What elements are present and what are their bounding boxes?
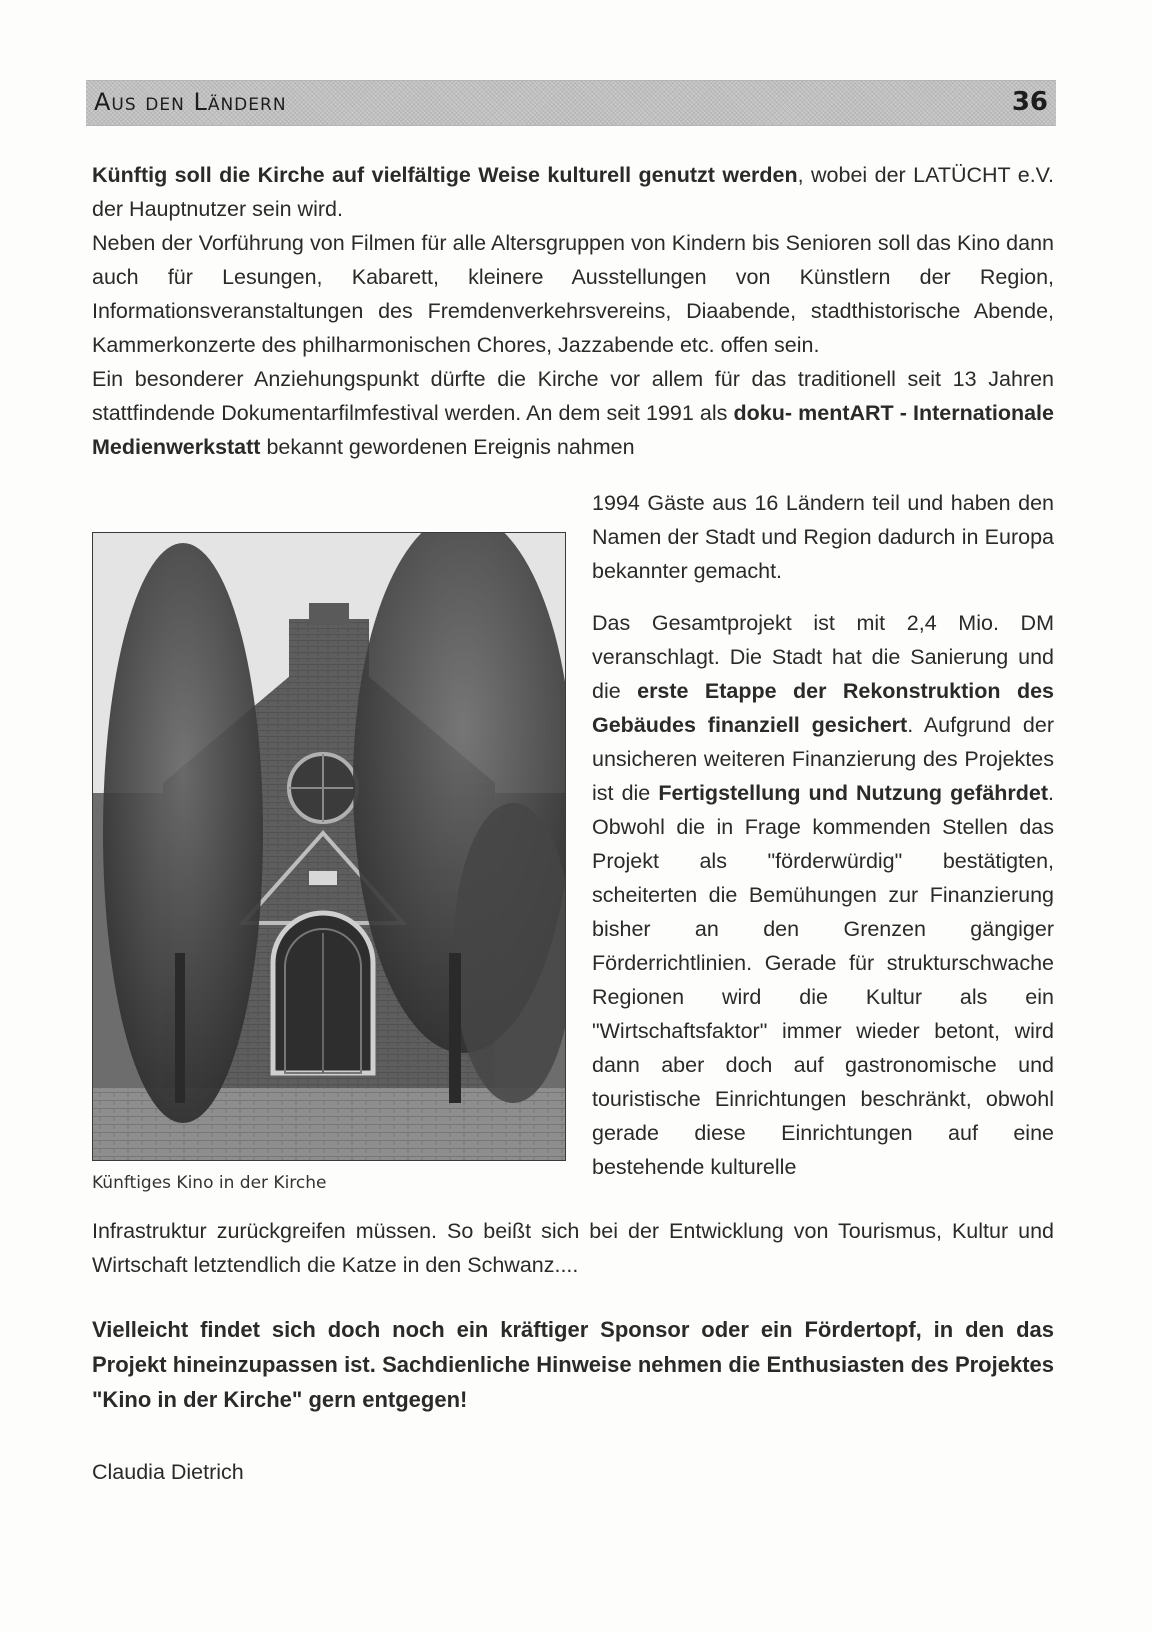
paragraph-4-part-c: . Obwohl die in Frage kommenden Stellen das Projekt als "förderwürdig" bestätigten, scheiterten die Bemühungen zur Finanzierung bisher an den Grenzen gängiger Förderrichtlinien. Gerade für strukturschwache Regionen wird die Kultur als ein "Wirtschaftsfaktor" immer wieder betont, wird dann aber doch auf gastronomische und touristische Einrichtungen beschränkt, obwohl gerade diese Einrichtungen auf eine bestehende kulturelle — [592, 781, 1055, 1179]
right-column-text — [592, 486, 1054, 1184]
closing-appeal: Vielleicht findet sich doch noch ein kräftiger Sponsor oder ein Fördertopf, in den das Projekt hineinzupassen ist. Sachdienliche Hinweise nehmen die Enthusiasten des Projektes "Kino in der Kirche" gern entgegen! — [92, 1317, 1054, 1412]
paragraph-3-bold-a: doku- — [733, 401, 793, 425]
church-illustration — [93, 533, 565, 1160]
church-photo — [92, 532, 566, 1161]
section-header — [86, 80, 1056, 126]
paragraph-4-bold-a: erste Etappe der Rekonstruktion des Gebäudes finanziell gesichert — [592, 679, 1054, 737]
section-title: Aus den Ländern — [94, 88, 287, 116]
paragraph-4-bold-b: Fertigstellung und Nutzung gefährdet — [658, 781, 1049, 805]
photo-caption: Künftiges Kino in der Kirche — [92, 1173, 327, 1193]
paragraph-1-rest: , wobei der LATÜCHT e.V. der Hauptnutzer sein wird. — [92, 163, 1055, 221]
continuation-text — [92, 1214, 1054, 1282]
paragraph-4-continued: Infrastruktur zurückgreifen müssen. So beißt sich bei der Entwicklung von Tourismus, Kultur und Wirtschaft letztendlich die Katze in den Schwanz.... — [92, 1219, 1054, 1277]
paragraph-3 — [92, 362, 1054, 464]
paragraph-1-bold: Künftig soll die Kirche auf vielfältige Weise kulturell genutzt werden — [92, 163, 798, 187]
paragraph-4-part-a: Das Gesamtprojekt ist mit 2,4 Mio. DM veranschlagt. Die Stadt hat die Sanierung und die — [592, 611, 1054, 703]
paragraph-1 — [92, 158, 1054, 226]
intro-text — [92, 158, 1054, 464]
paragraph-3-bold-b: mentART - Internationale Medienwerkstatt — [92, 401, 1054, 459]
paragraph-2: Neben der Vorführung von Filmen für alle Altersgruppen von Kindern bis Senioren soll das Kino dann auch für Lesungen, Kabarett, kleinere Ausstellungen von Künstlern der Region, Informationsveranstaltungen des Fremdenverkehrsvereins, Diaabende, stadthistorische Abende, Kammerkonzerte des philharmonischen Chores, Jazzabende etc. offen sein. — [92, 231, 1054, 357]
paragraph-4 — [592, 606, 1054, 1184]
author-name: Claudia Dietrich — [92, 1460, 244, 1484]
paragraph-3-part-a: Ein besonderer Anziehungspunkt dürfte die Kirche vor allem für das traditionell seit 13 Jahren stattfindende Dokumentarfilmfestival werden. An dem seit 1991 als — [92, 367, 1054, 425]
page-number: 36 — [1011, 87, 1048, 117]
paragraph-3-part-b: bekannt gewordenen Ereignis nahmen — [260, 435, 635, 459]
paragraph-gap — [592, 588, 1054, 606]
paragraph-3-continued: 1994 Gäste aus 16 Ländern teil und haben den Namen der Stadt und Region dadurch in Europa bekannter gemacht. — [592, 491, 1054, 583]
paragraph-4-part-b: . Aufgrund der unsicheren weiteren Finanzierung des Projektes ist die — [592, 713, 1054, 805]
